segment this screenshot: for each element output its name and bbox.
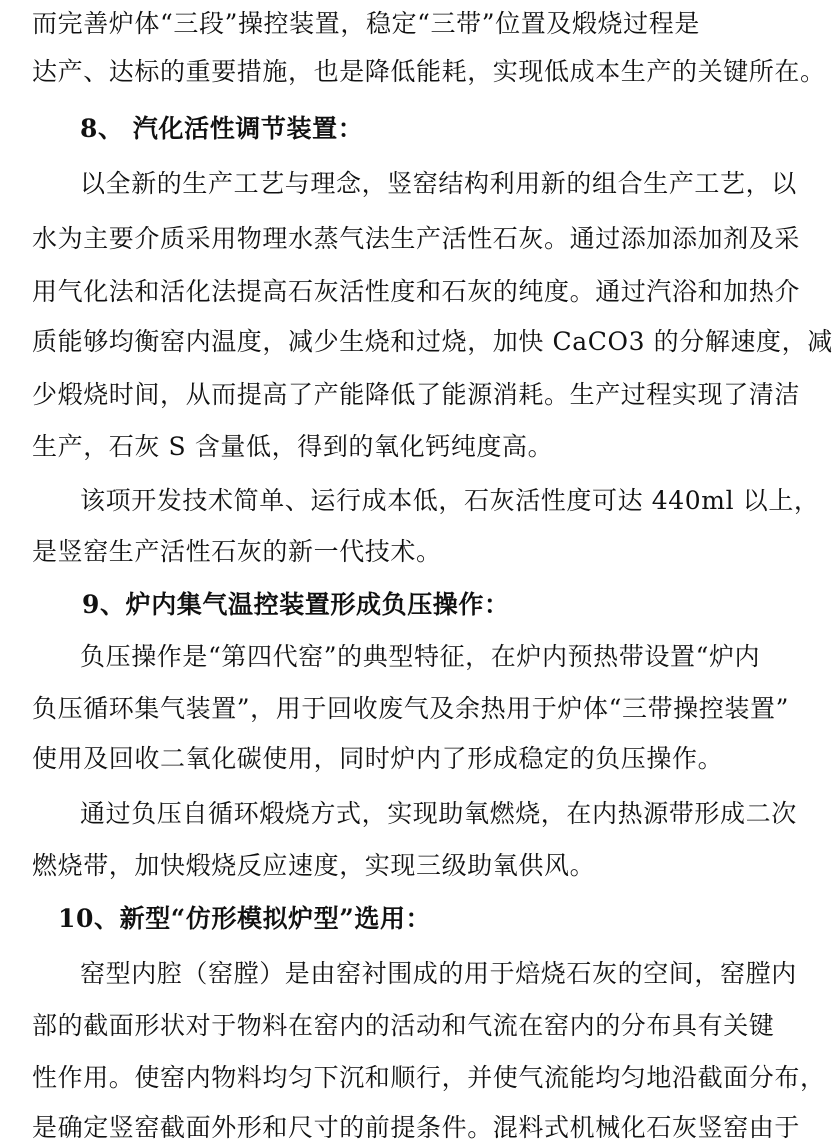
section-8-paragraph-1-line-6: 生产，石灰 S 含量低，得到的氧化钙纯度高。 bbox=[32, 432, 554, 461]
section-8-paragraph-1-line-2: 水为主要介质采用物理水蒸气法生产活性石灰。通过添加添加剂及采 bbox=[32, 224, 801, 253]
section-9-paragraph-1-line-1: 负压操作是“第四代窑”的典型特征，在炉内预热带设置“炉内 bbox=[80, 642, 761, 671]
section-10-heading: 10、新型“仿形模拟炉型”选用： bbox=[58, 904, 432, 933]
section-9-heading: 9、炉内集气温控装置形成负压操作： bbox=[82, 590, 510, 619]
section-8-heading: 8、 汽化活性调节装置： bbox=[80, 114, 364, 143]
section-10-paragraph-1-line-3: 性作用。使窑内物料均匀下沉和顺行，并使气流能均匀地沿截面分布， bbox=[32, 1063, 826, 1092]
section-8-paragraph-2-line-2: 是竖窑生产活性石灰的新一代技术。 bbox=[32, 537, 442, 566]
section-8-paragraph-1-line-5: 少煅烧时间，从而提高了产能降低了能源消耗。生产过程实现了清洁 bbox=[32, 380, 801, 409]
section-9-paragraph-1-line-2: 负压循环集气装置”，用于回收废气及余热用于炉体“三带操控装置” bbox=[32, 694, 789, 723]
intro-line-2: 达产、达标的重要措施，也是降低能耗，实现低成本生产的关键所在。 bbox=[32, 57, 826, 86]
section-9-paragraph-2-line-2: 燃烧带，加快煅烧反应速度，实现三级助氧供风。 bbox=[32, 851, 596, 880]
intro-line-1: 而完善炉体“三段”操控装置，稳定“三带”位置及煅烧过程是 bbox=[32, 9, 700, 38]
section-8-paragraph-2-line-1: 该项开发技术简单、运行成本低，石灰活性度可达 440ml 以上， bbox=[80, 486, 820, 515]
section-9-paragraph-2-line-1: 通过负压自循环煅烧方式，实现助氧燃烧，在内热源带形成二次 bbox=[80, 799, 797, 828]
section-9-paragraph-1-line-3: 使用及回收二氧化碳使用，同时炉内了形成稳定的负压操作。 bbox=[32, 744, 724, 773]
section-8-paragraph-1-line-4: 质能够均衡窑内温度，减少生烧和过烧，加快 CaCO3 的分解速度，减 bbox=[32, 327, 833, 356]
section-8-paragraph-1-line-3: 用气化法和活化法提高石灰活性度和石灰的纯度。通过汽浴和加热介 bbox=[32, 277, 801, 306]
section-10-paragraph-1-line-2: 部的截面形状对于物料在窑内的活动和气流在窑内的分布具有关键 bbox=[32, 1011, 775, 1040]
section-8-paragraph-1-line-1: 以全新的生产工艺与理念，竖窑结构利用新的组合生产工艺，以 bbox=[80, 169, 797, 198]
section-10-paragraph-1-line-4: 是确定竖窑截面外形和尺寸的前提条件。混料式机械化石灰竖窑由于 bbox=[32, 1113, 801, 1142]
section-10-paragraph-1-line-1: 窑型内腔（窑膛）是由窑衬围成的用于焙烧石灰的空间，窑膛内 bbox=[80, 959, 797, 988]
